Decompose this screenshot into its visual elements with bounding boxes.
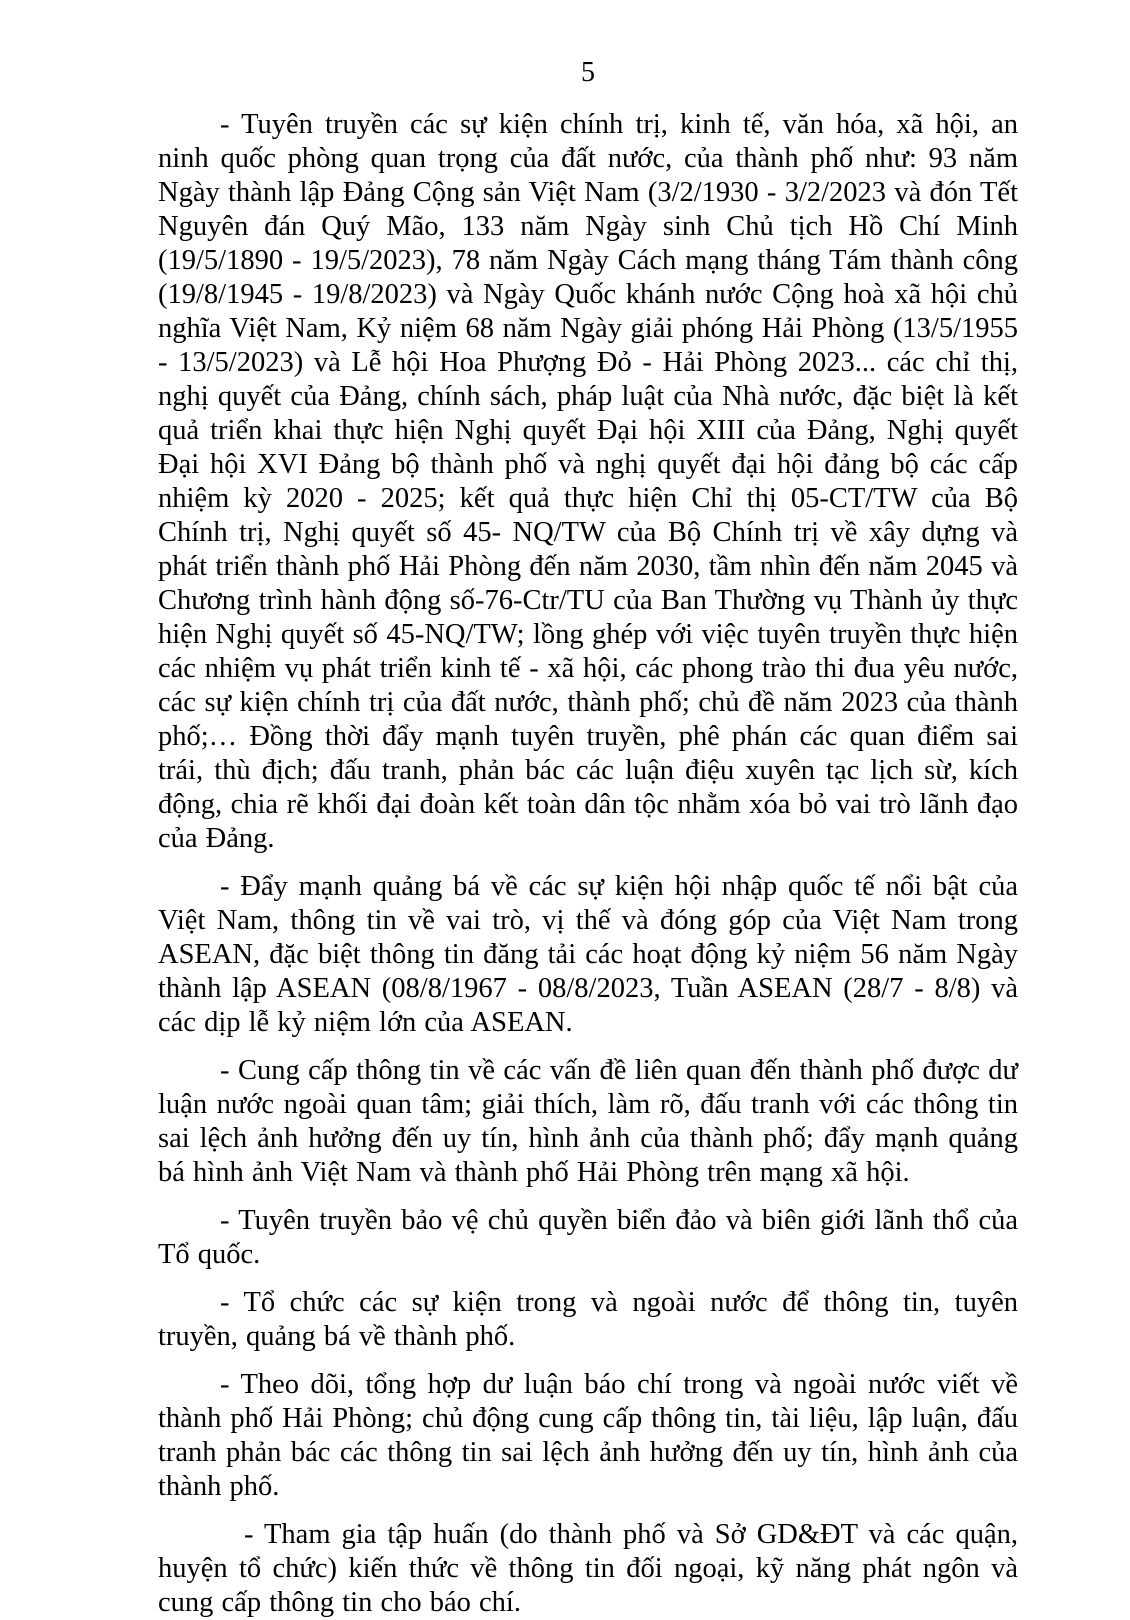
paragraph-event-organization: - Tổ chức các sự kiện trong và ngoài nước để thông tin, tuyên truyền, quảng bá về thành phố.: [158, 1287, 1018, 1352]
paragraph-propaganda-events: - Tuyên truyền các sự kiện chính trị, kinh tế, văn hóa, xã hội, an ninh quốc phòng quan trọng của đất nước, của thành phố như: 93 năm Ngày thành lập Đảng Cộng sản Việt Nam (3/2/1930 - 3/2/2023 và đón Tết Nguyên đán Quý Mão, 133 năm Ngày sinh Chủ tịch Hồ Chí Minh (19/5/1890 - 19/5/2023), 78 năm Ngày Cách mạng tháng Tám thành công (19/8/1945 - 19/8/2023) và Ngày Quốc khánh nước Cộng hoà xã hội chủ nghĩa Việt Nam, Kỷ niệm 68 năm Ngày giải phóng Hải Phòng (13/5/1955 - 13/5/2023) và Lễ hội Hoa Phượng Đỏ - Hải Phòng 2023... các chỉ thị, nghị quyết của Đảng, chính sách, pháp luật của Nhà nước, đặc biệt là kết quả triển khai thực hiện Nghị quyết Đại hội XIII của Đảng, Nghị quyết Đại hội XVI Đảng bộ thành phố và nghị quyết đại hội đảng bộ các cấp nhiệm kỳ 2020 - 2025; kết quả thực hiện Chỉ thị 05-CT/TW của Bộ Chính trị, Nghị quyết số 45- NQ/TW của Bộ Chính trị về xây dựng và phát triển thành phố Hải Phòng đến năm 2030, tầm nhìn đến năm 2045 và Chương trình hành động số-76-Ctr/TU của Ban Thường vụ Thành ủy thực hiện Nghị quyết số 45-NQ/TW; lồng ghép với việc tuyên truyền thực hiện các nhiệm vụ phát triển kinh tế - xã hội, các phong trào thi đua yêu nước, các sự kiện chính trị của đất nước, thành phố; chủ đề năm 2023 của thành phố;… Đồng thời đẩy mạnh tuyên truyền, phê phán các quan điểm sai trái, thù địch; đấu tranh, phản bác các luận điệu xuyên tạc lịch sừ, kích động, chia rẽ khối đại đoàn kết toàn dân tộc nhằm xóa bỏ vai trò lãnh đạo của Đảng.: [158, 109, 1018, 854]
paragraph-training-participation: - Tham gia tập huấn (do thành phố và Sở GD&ĐT và các quận, huyện tổ chức) kiến thức về thông tin đối ngoại, kỹ năng phát ngôn và cung cấp thông tin cho báo chí.: [158, 1519, 1018, 1618]
page-number: 5: [581, 57, 595, 88]
paragraph-press-monitoring: - Theo dõi, tổng hợp dư luận báo chí trong và ngoài nước viết về thành phố Hải Phòng; chủ động cung cấp thông tin, tài liệu, lập luận, đấu tranh phản bác các thông tin sai lệch ảnh hưởng đến uy tín, hình ảnh của thành phố.: [158, 1369, 1018, 1502]
paragraph-information-provision: - Cung cấp thông tin về các vấn đề liên quan đến thành phố được dư luận nước ngoài quan tâm; giải thích, làm rõ, đấu tranh với các thông tin sai lệch ảnh hưởng đến uy tín, hình ảnh của thành phố; đẩy mạnh quảng bá hình ảnh Việt Nam và thành phố Hải Phòng trên mạng xã hội.: [158, 1055, 1018, 1188]
paragraph-sovereignty-protection: - Tuyên truyền bảo vệ chủ quyền biển đảo và biên giới lãnh thổ của Tổ quốc.: [158, 1205, 1018, 1270]
document-body: [158, 108, 1018, 1620]
paragraph-asean-promotion: - Đẩy mạnh quảng bá về các sự kiện hội nhập quốc tế nổi bật của Việt Nam, thông tin về vai trò, vị thế và đóng góp của Việt Nam trong ASEAN, đặc biệt thông tin đăng tải các hoạt động kỷ niệm 56 năm Ngày thành lập ASEAN (08/8/1967 - 08/8/2023, Tuần ASEAN (28/7 - 8/8) và các dịp lễ kỷ niệm lớn của ASEAN.: [158, 871, 1018, 1038]
